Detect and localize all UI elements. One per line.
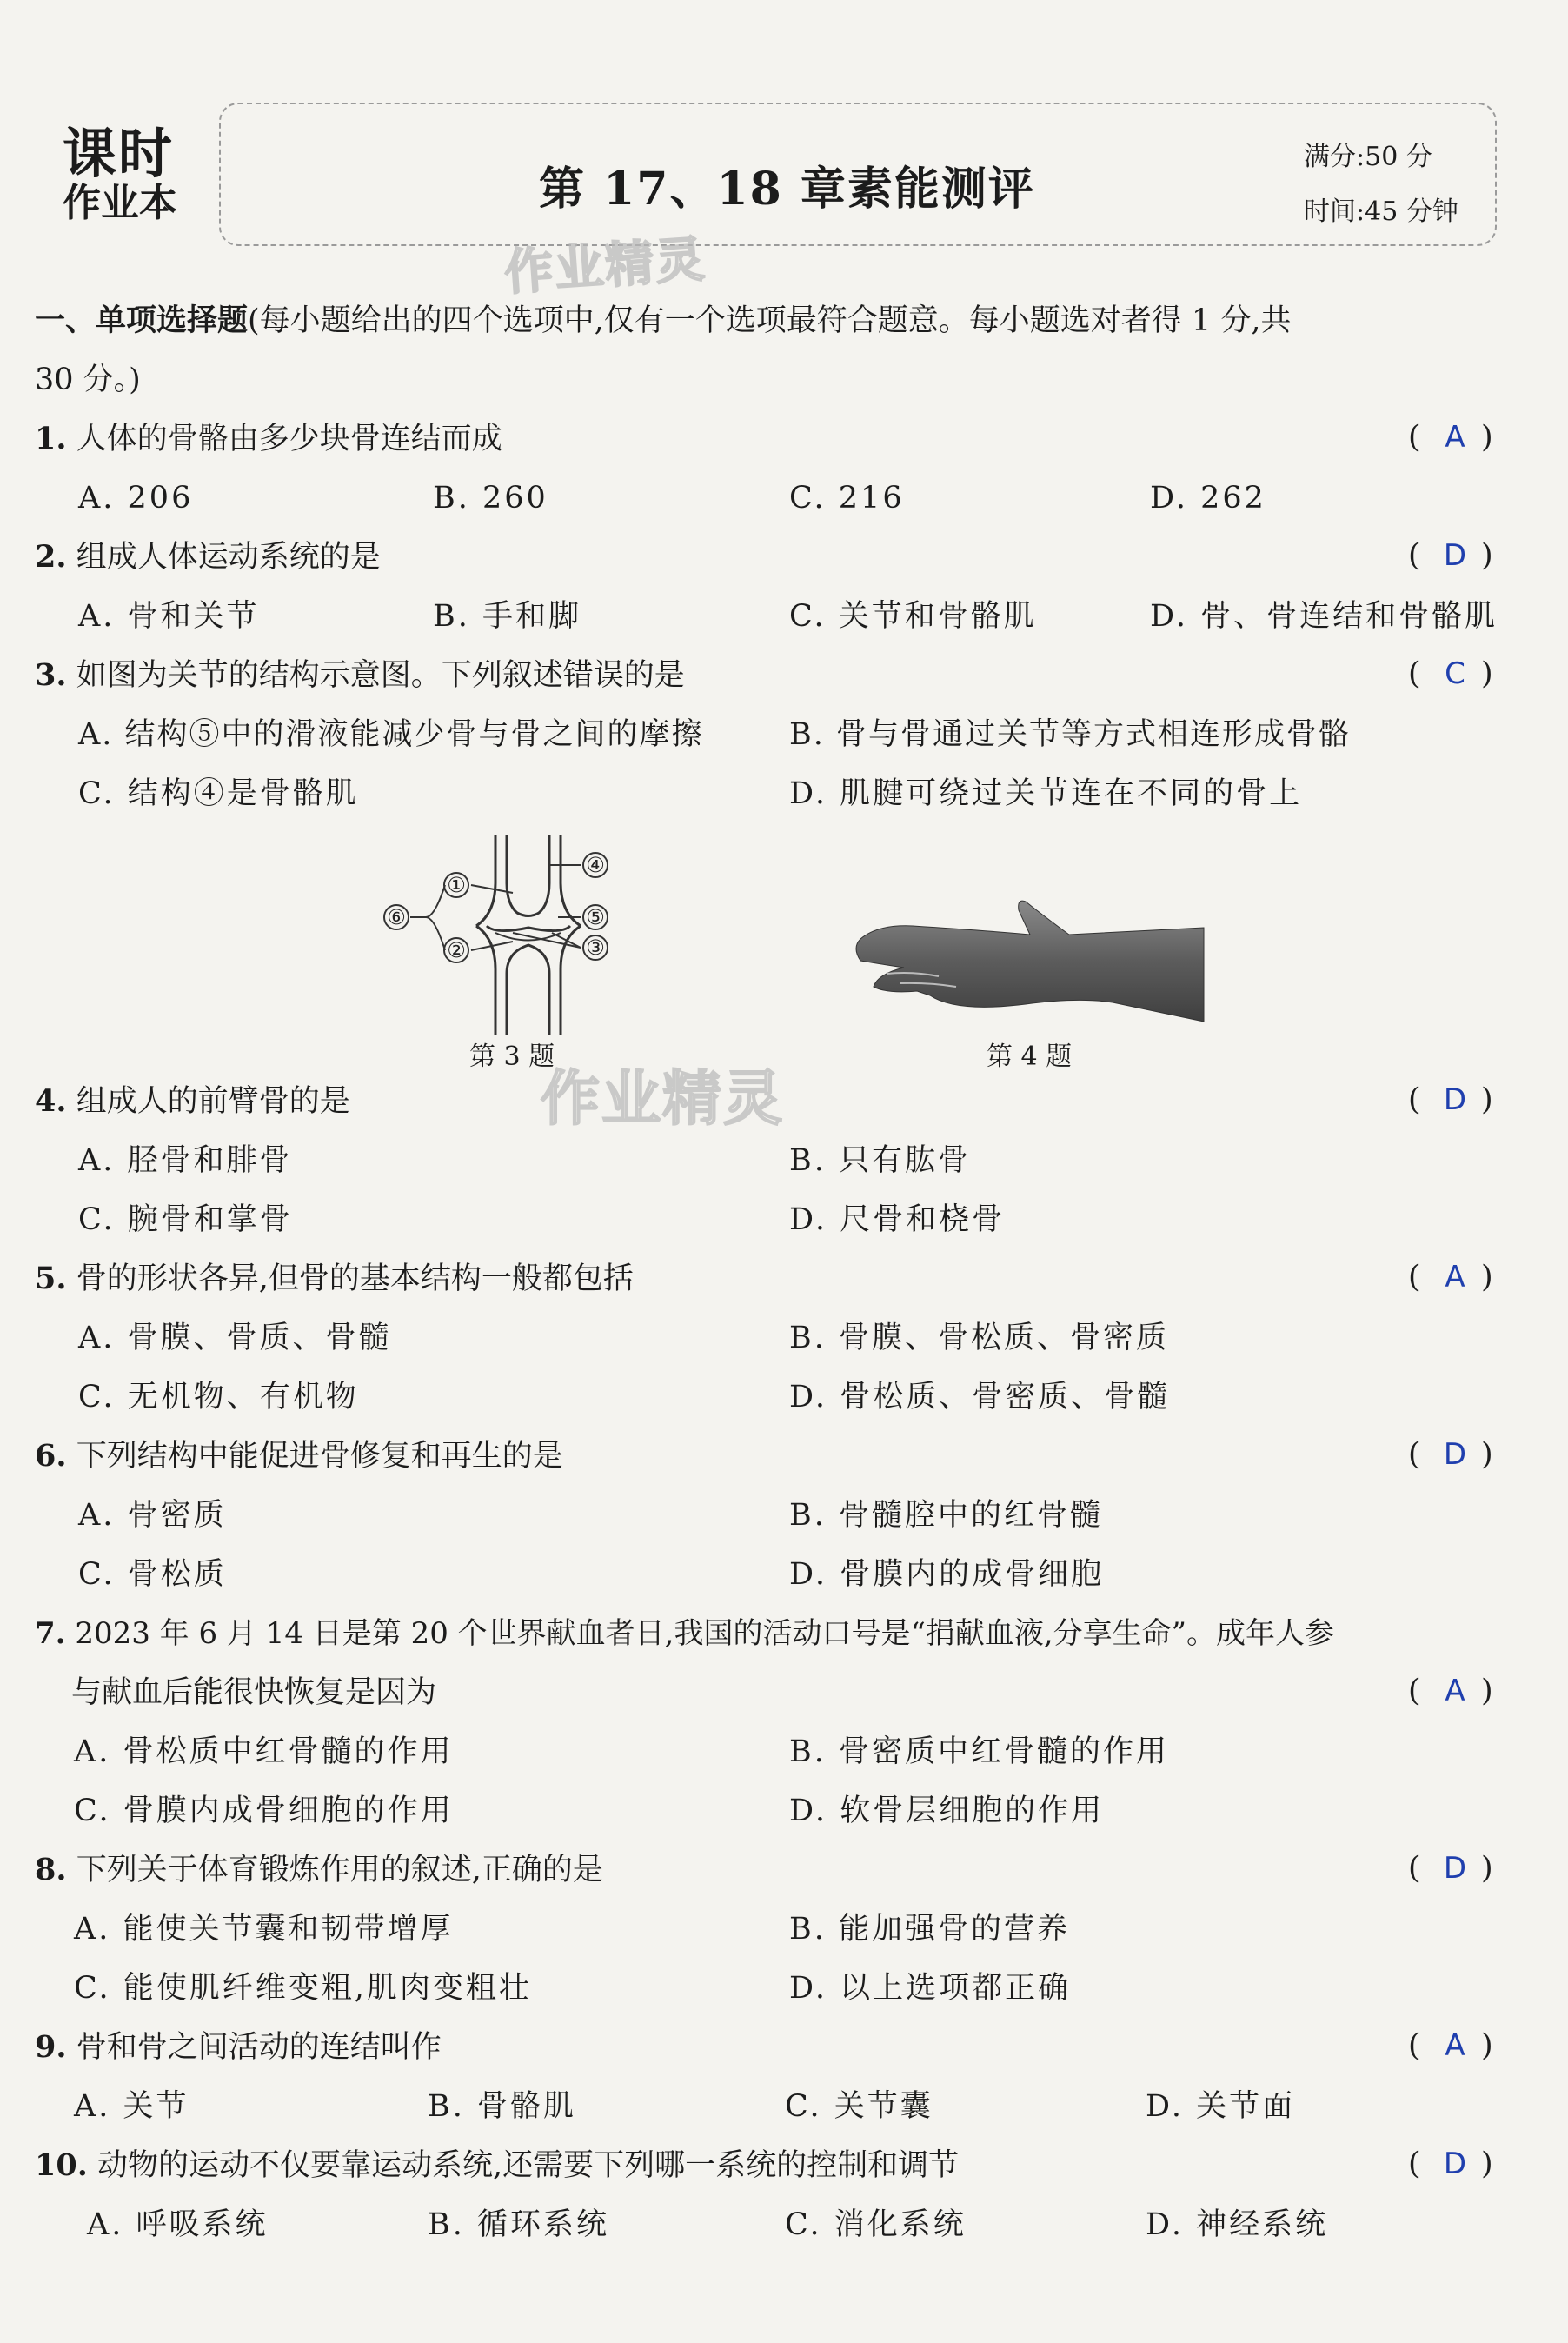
answer-letter: D [1443, 1082, 1467, 1117]
question-text: 骨的形状各异,但骨的基本结构一般都包括 [76, 1261, 634, 1296]
joint-label-4: ④ [586, 853, 605, 877]
option-a: A. 骨膜、骨质、骨髓 [78, 1321, 392, 1355]
question-text: 组成人体运动系统的是 [76, 540, 381, 575]
watermark: 作业精灵 [502, 230, 708, 303]
option-b: B. 只有肱骨 [789, 1143, 971, 1178]
option-d: D. 骨、骨连结和骨骼肌 [1150, 599, 1498, 634]
answer-letter: D [1443, 1851, 1467, 1886]
figure-3-caption: 第 3 题 [469, 1042, 555, 1072]
joint-diagram [365, 830, 652, 1039]
answer-letter: A [1445, 2028, 1465, 2063]
answer-box: ( A ) [1408, 1260, 1493, 1295]
logo-line2: 作业本 [63, 181, 177, 225]
option-c: C. 216 [789, 481, 905, 516]
question-text: 动物的运动不仅要靠运动系统,还需要下列哪一系统的控制和调节 [97, 2148, 960, 2183]
question-number: 4. [35, 1083, 67, 1119]
option-c: C. 关节和骨骼肌 [789, 599, 1037, 634]
joint-label-5: ⑤ [586, 905, 605, 929]
option-d: D. 262 [1150, 481, 1266, 516]
question-text-cont: 与献血后能很快恢复是因为 [71, 1675, 437, 1710]
answer-box: ( A ) [1408, 420, 1493, 455]
answer-box: ( D ) [1408, 1082, 1493, 1117]
watermark: 作业精灵 [541, 1065, 785, 1134]
answer-letter: A [1445, 1260, 1465, 1295]
answer-box: ( A ) [1408, 1674, 1493, 1708]
question-stem [35, 538, 381, 576]
option-c: C. 关节囊 [785, 2089, 933, 2124]
logo [63, 122, 202, 230]
answer-box: ( A ) [1408, 2028, 1493, 2063]
option-d: D. 肌腱可绕过关节连在不同的骨上 [789, 776, 1303, 811]
answer-letter: A [1445, 420, 1465, 455]
answer-letter: D [1443, 538, 1467, 573]
option-a: A. 206 [78, 481, 194, 516]
option-b: B. 循环系统 [428, 2207, 609, 2242]
question-number: 3. [35, 657, 67, 693]
option-c: C. 结构④是骨骼肌 [78, 776, 359, 811]
question-stem [35, 1614, 1334, 1653]
answer-box: ( D ) [1408, 538, 1493, 573]
joint-label-2: ② [447, 938, 466, 962]
forearm-photo [852, 900, 1208, 1030]
section-description-cont: 30 分。) [35, 363, 141, 397]
option-a: A. 能使关节囊和韧带增厚 [74, 1912, 454, 1947]
option-b: B. 骨膜、骨松质、骨密质 [789, 1321, 1169, 1355]
section-description: (每小题给出的四个选项中,仅有一个选项最符合题意。每小题选对者得 1 分,共 [248, 303, 1292, 338]
joint-label-3: ③ [586, 935, 605, 960]
option-d: D. 骨松质、骨密质、骨髓 [789, 1380, 1171, 1414]
logo-line1: 课时 [63, 122, 175, 185]
answer-letter: D [1443, 1437, 1467, 1472]
time-limit: 时间:45 分钟 [1304, 196, 1458, 227]
figure-4-caption: 第 4 题 [987, 1042, 1073, 1072]
option-d: D. 骨膜内的成骨细胞 [789, 1557, 1105, 1592]
option-c: C. 能使肌纤维变粗,肌肉变粗壮 [74, 1971, 532, 2006]
question-number: 7. [35, 1616, 66, 1651]
question-stem [35, 656, 685, 695]
joint-label-1: ① [447, 873, 466, 897]
option-a: A. 骨密质 [78, 1498, 227, 1533]
option-a: A. 骨松质中红骨髓的作用 [74, 1734, 454, 1769]
section-heading [35, 302, 1291, 340]
option-b: B. 骨与骨通过关节等方式相连形成骨骼 [789, 717, 1351, 752]
answer-box: ( D ) [1408, 1851, 1493, 1886]
option-b: B. 骨密质中红骨髓的作用 [789, 1734, 1169, 1769]
option-a: A. 胫骨和腓骨 [78, 1143, 293, 1178]
answer-letter: A [1445, 1674, 1465, 1708]
option-d: D. 尺骨和桡骨 [789, 1202, 1006, 1237]
question-text: 组成人的前臂骨的是 [76, 1084, 350, 1119]
question-stem [35, 2028, 442, 2067]
question-text: 下列结构中能促进骨修复和再生的是 [76, 1439, 563, 1474]
option-c: C. 无机物、有机物 [78, 1380, 359, 1414]
question-text: 骨和骨之间活动的连结叫作 [76, 2030, 442, 2065]
question-number: 6. [35, 1438, 67, 1474]
joint-label-6: ⑥ [387, 905, 406, 929]
answer-box: ( D ) [1408, 1437, 1493, 1472]
option-b: B. 能加强骨的营养 [789, 1912, 1070, 1947]
question-number: 10. [35, 2147, 88, 2183]
question-text: 人体的骨骼由多少块骨连结而成 [76, 422, 502, 456]
question-stem [35, 1437, 563, 1475]
full-score: 满分:50 分 [1304, 142, 1432, 172]
question-text: 下列关于体育锻炼作用的叙述,正确的是 [76, 1853, 603, 1887]
section-title: 一、单项选择题 [35, 303, 249, 338]
option-b: B. 骨髓腔中的红骨髓 [789, 1498, 1103, 1533]
question-stem [35, 420, 502, 458]
option-d: D. 软骨层细胞的作用 [789, 1794, 1105, 1828]
page-title: 第 17、18 章素能测评 [539, 163, 1035, 216]
answer-letter: C [1445, 656, 1465, 691]
option-d: D. 关节面 [1146, 2089, 1296, 2124]
question-stem [35, 1260, 634, 1298]
option-a: A. 结构⑤中的滑液能减少骨与骨之间的摩擦 [78, 717, 704, 752]
option-c: C. 骨松质 [78, 1557, 227, 1592]
question-stem [35, 1082, 350, 1121]
answer-box: ( D ) [1408, 2147, 1493, 2181]
question-stem [35, 2147, 959, 2185]
question-text: 2023 年 6 月 14 日是第 20 个世界献血者日,我国的活动口号是“捐献血液,分享生命”。成年人参 [75, 1616, 1335, 1651]
question-stem [35, 1851, 603, 1889]
question-number: 1. [35, 421, 67, 456]
question-text: 如图为关节的结构示意图。下列叙述错误的是 [76, 658, 685, 693]
option-a: A. 骨和关节 [78, 599, 260, 634]
question-number: 9. [35, 2029, 67, 2065]
option-b: B. 骨骼肌 [428, 2089, 576, 2124]
answer-letter: D [1443, 2147, 1467, 2181]
option-b: B. 260 [433, 481, 548, 516]
answer-box: ( C ) [1408, 656, 1493, 691]
option-d: D. 神经系统 [1146, 2207, 1329, 2242]
option-b: B. 手和脚 [433, 599, 581, 634]
option-c: C. 腕骨和掌骨 [78, 1202, 293, 1237]
option-a: A. 呼吸系统 [87, 2207, 269, 2242]
option-a: A. 关节 [74, 2089, 189, 2124]
option-d: D. 以上选项都正确 [789, 1971, 1072, 2006]
option-c: C. 骨膜内成骨细胞的作用 [74, 1794, 454, 1828]
question-number: 8. [35, 1852, 67, 1887]
question-number: 2. [35, 539, 67, 575]
option-c: C. 消化系统 [785, 2207, 967, 2242]
question-number: 5. [35, 1261, 67, 1296]
